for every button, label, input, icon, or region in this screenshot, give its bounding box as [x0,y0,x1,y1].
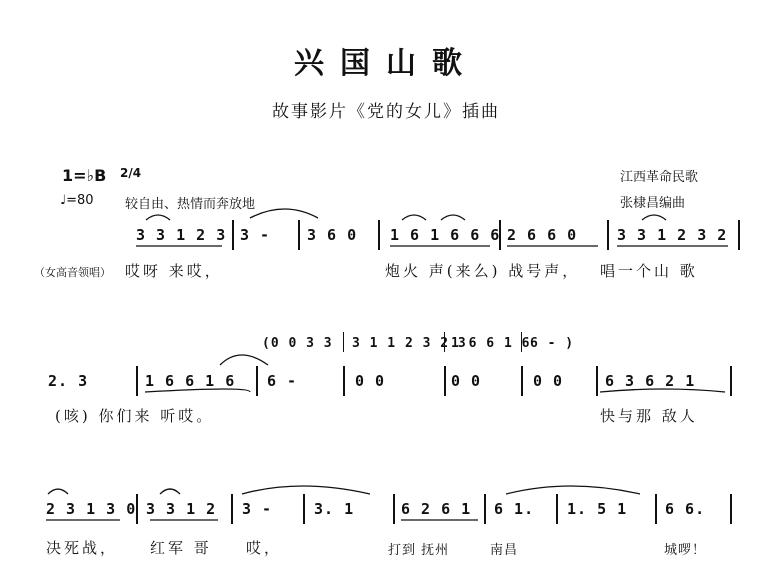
measure-1-notes: 3 3 1 2 3 [136,226,227,244]
lyric-line3-a: 决死战， [46,539,119,557]
measure-9-notes: 6 - [267,372,298,390]
measure-3-notes: 3 6 0 [307,226,358,244]
song-subtitle: 故事影片《党的女儿》插曲 [272,102,500,122]
measure-10-notes: 0 0 [355,372,386,390]
expression-marking: 较自由、热情而奔放地 [125,197,256,212]
measure-13-notes: 6 3 6 2 1 [605,372,696,390]
measure-15-notes: 3 3 1 2 [146,500,217,518]
measure-5-notes: 2 6 6 0 [507,226,578,244]
measure-14-notes: 2 3 1 3 0 [46,500,137,518]
lyric-line3-f: 城啰！ [664,543,707,558]
lyric-line3-b: 红军 哥 [150,539,212,557]
lyric-line3-e: 南昌 [490,543,519,558]
measure-21-notes: 6 6. [665,500,706,518]
measure-12-notes: 0 0 [533,372,564,390]
song-title: 兴国山歌 [294,46,478,81]
lyric-line3-c: 哎， [246,539,283,557]
measure-19-notes: 6 1. [494,500,535,518]
lyric-line2-b: 快与那 敌人 [600,407,698,425]
tempo-marking: ♩=80 [60,193,94,208]
arranger-credit: 张棣昌编曲 [620,196,686,211]
accompaniment-1: (0 0 3 3 [262,336,333,351]
key-signature: 1=♭B [62,166,107,185]
time-signature: 2/4 [120,166,142,180]
accompaniment-4: 6 - ) [530,336,575,351]
part-label: （女高音领唱） [34,266,111,279]
source-credit: 江西革命民歌 [620,170,699,185]
accompaniment-2: 3 1 1 2 3 2 3 [352,336,467,351]
measure-11-notes: 0 0 [451,372,482,390]
lyric-line1-b: 炮火 声(来么) 战号声， [385,262,581,280]
measure-16-notes: 3 - [242,500,273,518]
measure-7-notes: 2. 3 [48,372,89,390]
measure-20-notes: 1. 5 1 [567,500,628,518]
measure-6-notes: 3 3 1 2 3 2 [617,226,728,244]
measure-8-notes: 1 6 6 1 6 [145,372,236,390]
accompaniment-3: 1 6 6 1 6 [451,336,531,351]
measure-18-notes: 6 2 6 1 [401,500,472,518]
measure-17-notes: 3. 1 [314,500,355,518]
measure-2-notes: 3 - [240,226,271,244]
lyric-line2-a: (咳) 你们来 听哎。 [55,407,215,425]
measure-4-notes: 1 6 1 6 6 6 [390,226,501,244]
lyric-line3-d: 打到 抚州 [388,543,450,558]
lyric-line1-a: 哎呀 来哎， [125,262,223,280]
lyric-line1-c: 唱一个山 歌 [600,262,698,280]
